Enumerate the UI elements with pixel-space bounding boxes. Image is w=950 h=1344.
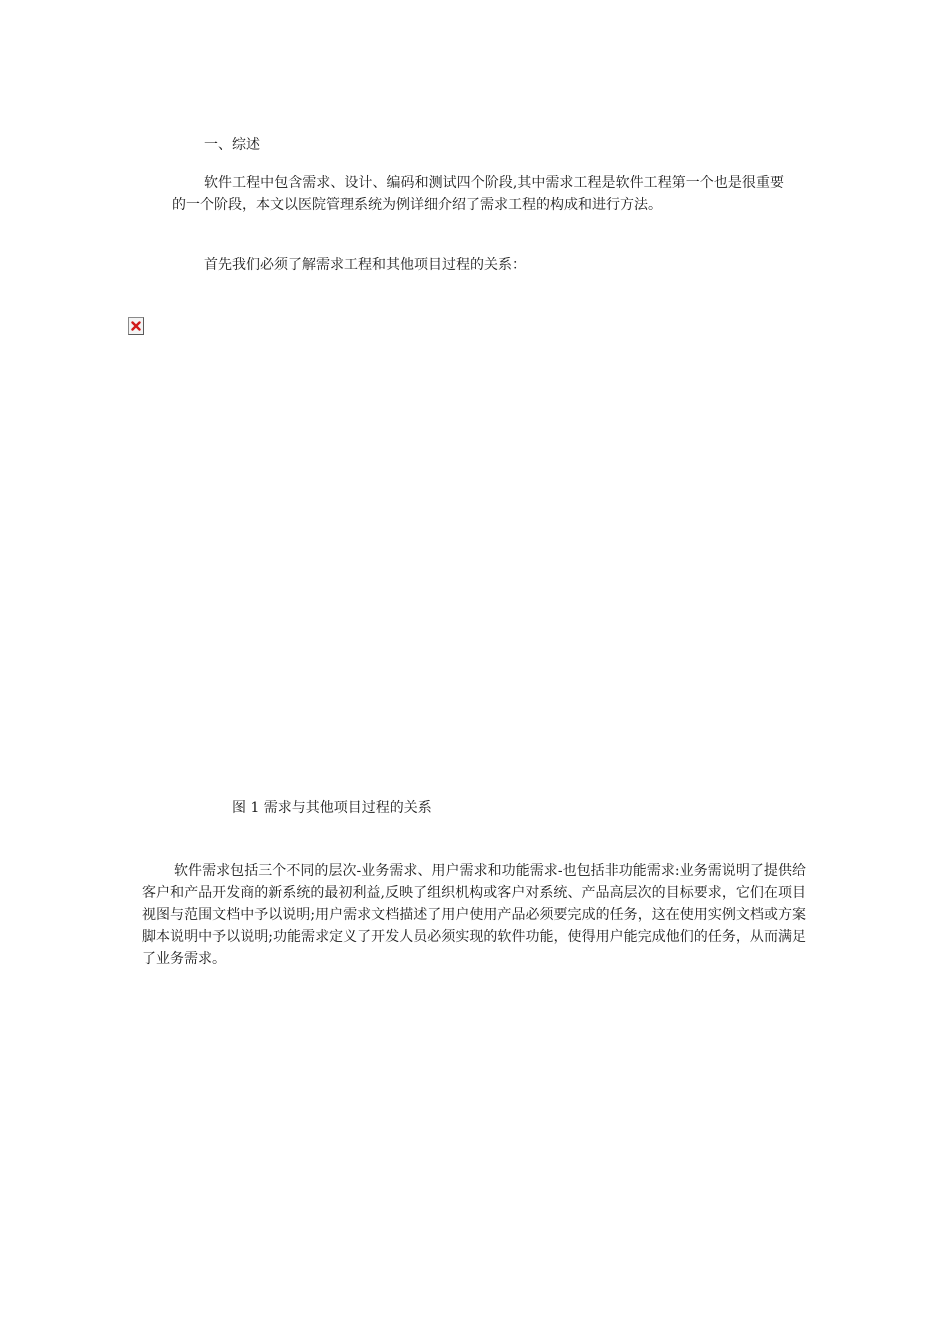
intro-paragraph: 软件工程中包含需求、设计、编码和测试四个阶段,其中需求工程是软件工程第一个也是很重要的一个阶段，本文以医院管理系统为例详细介绍了需求工程的构成和进行方法。 <box>172 175 784 213</box>
broken-image-icon <box>128 317 144 335</box>
figure-caption: 图 1 需求与其他项目过程的关系 <box>232 800 432 816</box>
requirements-paragraph: 软件需求包括三个不同的层次-业务需求、用户需求和功能需求-也包括非功能需求:业务需说明了提供给客户和产品开发商的新系统的最初利益,反映了组织机构或客户对系统、产品高层次的目标要求，它们在项目视图与范围文档中予以说明;用户需求文档描述了用户使用产品必须要完成的任务，这在使用实例文档或方案脚本说明中予以说明;功能需求定义了开发人员必须实现的软件功能，使得用户能完成他们的任务，从而满足了业务需求。 <box>142 863 806 967</box>
broken-image-cross <box>131 321 141 331</box>
section-heading: 一、综述 <box>204 137 260 153</box>
lead-sentence: 首先我们必须了解需求工程和其他项目过程的关系： <box>204 257 526 273</box>
